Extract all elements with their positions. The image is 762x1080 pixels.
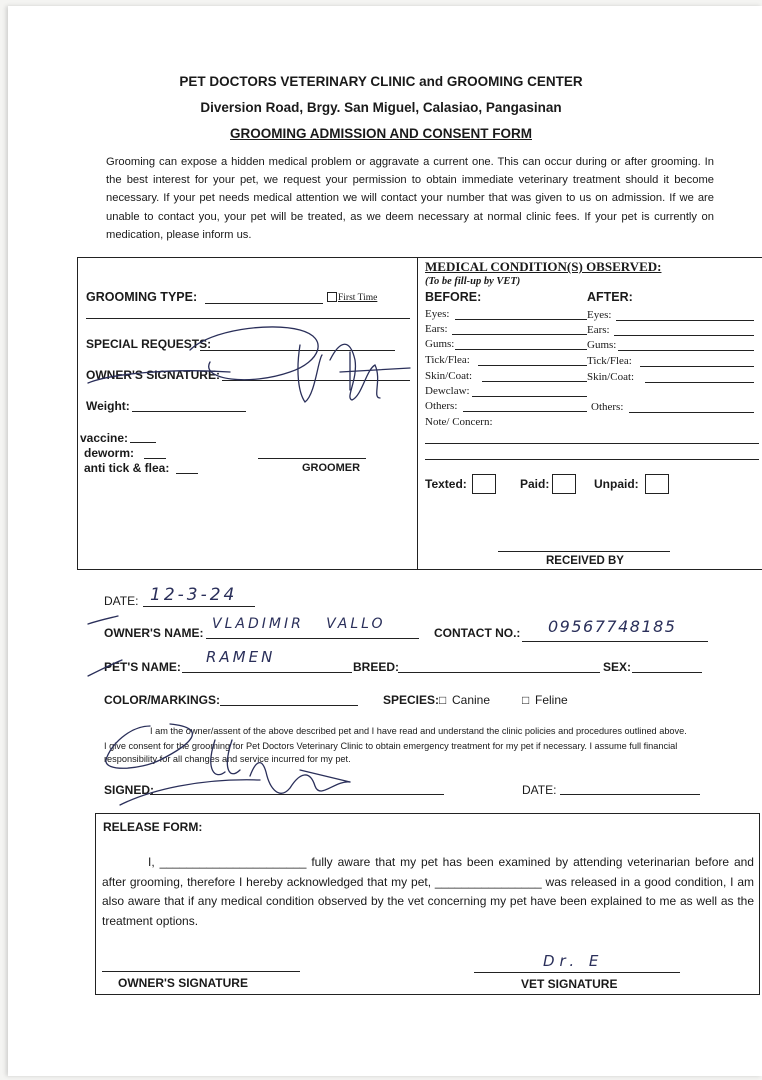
vet-signature-label: VET SIGNATURE — [521, 977, 618, 991]
vaccine-label: vaccine: — [80, 431, 129, 445]
consent-line-1: I am the owner/assent of the above described pet and I have read and understand the clinic policies and procedures outlined above. — [150, 726, 687, 736]
note-line-1[interactable] — [425, 443, 759, 444]
panel-divider — [417, 257, 418, 570]
canine-label: Canine — [452, 693, 491, 707]
intro-paragraph: Grooming can expose a hidden medical problem or aggravate a current one. This can occur during or after grooming. In the best interest for your pet, we request your permission to obtain immediate veterinary treatment should it become necessary. If your pet needs medical attention we will contact your number that was given to us on admission. If we are unable to contact you, your pet will be treated, as we deem necessary at normal clinic fees. If your pet is currently on medication, please inform us. — [106, 156, 714, 241]
weight-label: Weight: — [86, 399, 130, 413]
sex-field-line[interactable] — [632, 672, 702, 673]
weight-field[interactable] — [132, 411, 246, 412]
contact-label: CONTACT NO.: — [434, 626, 521, 640]
release-blank-pet[interactable]: ________________ — [434, 874, 542, 889]
before-item-label: Gums: — [425, 338, 455, 350]
after-item-label: Others: — [591, 401, 624, 413]
vet-signature-line[interactable] — [474, 972, 680, 973]
before-item-label: Others: — [425, 400, 458, 412]
form-title: GROOMING ADMISSION AND CONSENT FORM — [230, 126, 532, 141]
texted-label: Texted: — [425, 477, 467, 491]
after-item-field[interactable] — [616, 320, 754, 321]
before-item-label: Ears: — [425, 323, 448, 335]
first-time-checkbox[interactable] — [327, 292, 337, 302]
after-label: AFTER: — [587, 290, 633, 304]
first-time-label: First Time — [338, 293, 378, 303]
received-by-line[interactable] — [498, 551, 670, 552]
release-text-3: was released in a good condition, I am also aware that if any medical condition observed by the vet concerning my pet have been explained to me as well as the treatment options. — [102, 874, 755, 928]
deworm-field[interactable] — [144, 458, 166, 459]
before-item-field[interactable] — [478, 365, 587, 366]
pet-name-field-line[interactable] — [182, 672, 352, 673]
medical-title: MEDICAL CONDITION(S) OBSERVED: — [425, 259, 662, 274]
anti-tick-label: anti tick & flea: — [84, 461, 170, 475]
unpaid-label: Unpaid: — [594, 477, 639, 491]
signed-label: SIGNED: — [104, 783, 155, 797]
pet-name-label: PET'S NAME: — [104, 660, 181, 674]
paid-checkbox[interactable] — [552, 474, 576, 494]
note-line-2[interactable] — [425, 459, 759, 460]
texted-checkbox[interactable] — [472, 474, 496, 494]
paid-label: Paid: — [520, 477, 550, 491]
vet-signature-value[interactable]: Dr. E — [543, 952, 604, 970]
before-item-field[interactable] — [455, 319, 587, 320]
breed-label: BREED: — [353, 660, 400, 674]
unpaid-checkbox[interactable] — [645, 474, 669, 494]
after-item-field[interactable] — [629, 412, 754, 413]
before-item-label: Tick/Flea: — [425, 354, 470, 366]
release-owner-signature-line[interactable] — [102, 971, 300, 972]
before-item-field[interactable] — [482, 381, 587, 382]
before-item-field[interactable] — [472, 396, 587, 397]
note-label: Note/ Concern: — [425, 416, 493, 428]
after-item-label: Eyes: — [587, 309, 612, 321]
after-item-label: Skin/Coat: — [587, 371, 635, 383]
before-item-field[interactable] — [455, 349, 587, 350]
special-requests-label: SPECIAL REQUESTS: — [86, 337, 212, 351]
before-item-label: Dewclaw: — [425, 385, 470, 397]
before-item-label: Skin/Coat: — [425, 370, 473, 382]
release-title: RELEASE FORM: — [103, 820, 203, 834]
owner-name-label: OWNER'S NAME: — [104, 626, 204, 640]
consent-line-2: I give consent for the grooming for Pet Doctors Veterinary Clinic to obtain emergency treatment for my pet if necessary. I assume full financial — [104, 741, 678, 751]
anti-tick-field[interactable] — [176, 473, 198, 474]
owner-signature-label-top: OWNER'S SIGNATURE: — [86, 368, 220, 382]
clinic-name: PET DOCTORS VETERINARY CLINIC and GROOMING CENTER — [179, 74, 583, 89]
clinic-address: Diversion Road, Brgy. San Miguel, Calasiao, Pangasinan — [200, 100, 562, 115]
grooming-type-field[interactable] — [205, 303, 323, 304]
species-label: SPECIES: — [383, 693, 440, 707]
pet-name-value[interactable]: RAMEN — [206, 648, 276, 666]
consent-line-3: responsibility for all changes and service incurred for my pet. — [104, 754, 351, 764]
date-label: DATE: — [104, 594, 139, 608]
owner-signature-field-top[interactable] — [222, 380, 410, 381]
contact-field-line[interactable] — [522, 641, 708, 642]
groomer-signature-line[interactable] — [258, 458, 366, 459]
received-by-label: RECEIVED BY — [546, 555, 624, 567]
vaccine-field[interactable] — [130, 442, 156, 443]
consent-date-field-line[interactable] — [560, 794, 700, 795]
color-markings-field-line[interactable] — [220, 705, 358, 706]
groomer-label: GROOMER — [302, 462, 361, 474]
after-item-label: Tick/Flea: — [587, 355, 632, 367]
after-item-field[interactable] — [640, 366, 754, 367]
contact-value[interactable]: 09567748185 — [548, 617, 677, 636]
feline-label: Feline — [535, 693, 568, 707]
signed-field-line[interactable] — [150, 794, 444, 795]
color-markings-label: COLOR/MARKINGS: — [104, 693, 220, 707]
owner-name-value[interactable]: VLADIMIR VALLO — [212, 616, 386, 632]
medical-subtitle: (To be fill-up by VET) — [425, 276, 521, 287]
before-label: BEFORE: — [425, 290, 482, 304]
grooming-type-label: GROOMING TYPE: — [86, 290, 198, 304]
date-value[interactable]: 12-3-24 — [150, 585, 238, 605]
release-owner-signature-label: OWNER'S SIGNATURE — [118, 976, 248, 990]
feline-checkbox[interactable]: □ — [522, 693, 530, 707]
grooming-type-extra-line[interactable] — [86, 318, 410, 319]
release-blank-name[interactable]: ______________________ — [159, 855, 307, 869]
date-field-line[interactable] — [143, 606, 255, 607]
before-item-field[interactable] — [452, 334, 587, 335]
after-item-label: Ears: — [587, 324, 610, 336]
after-item-label: Gums: — [587, 339, 617, 351]
release-paragraph — [102, 853, 754, 931]
release-text-2: fully aware that my pet has been examined by attending veterinarian before and after grooming, therefore I hereby acknowledged that my pet, — [102, 855, 754, 889]
after-item-field[interactable] — [614, 335, 754, 336]
breed-field-line[interactable] — [398, 672, 600, 673]
release-text-1: I, — [148, 855, 160, 869]
after-item-field[interactable] — [618, 350, 754, 351]
canine-checkbox[interactable]: □ — [439, 693, 447, 707]
special-requests-field[interactable] — [200, 350, 395, 351]
owner-name-field-line[interactable] — [206, 638, 419, 639]
deworm-label: deworm: — [84, 446, 135, 460]
after-item-field[interactable] — [645, 382, 754, 383]
before-item-field[interactable] — [463, 411, 587, 412]
consent-date-label: DATE: — [522, 783, 557, 797]
before-item-label: Eyes: — [425, 308, 450, 320]
sex-label: SEX: — [603, 660, 632, 674]
